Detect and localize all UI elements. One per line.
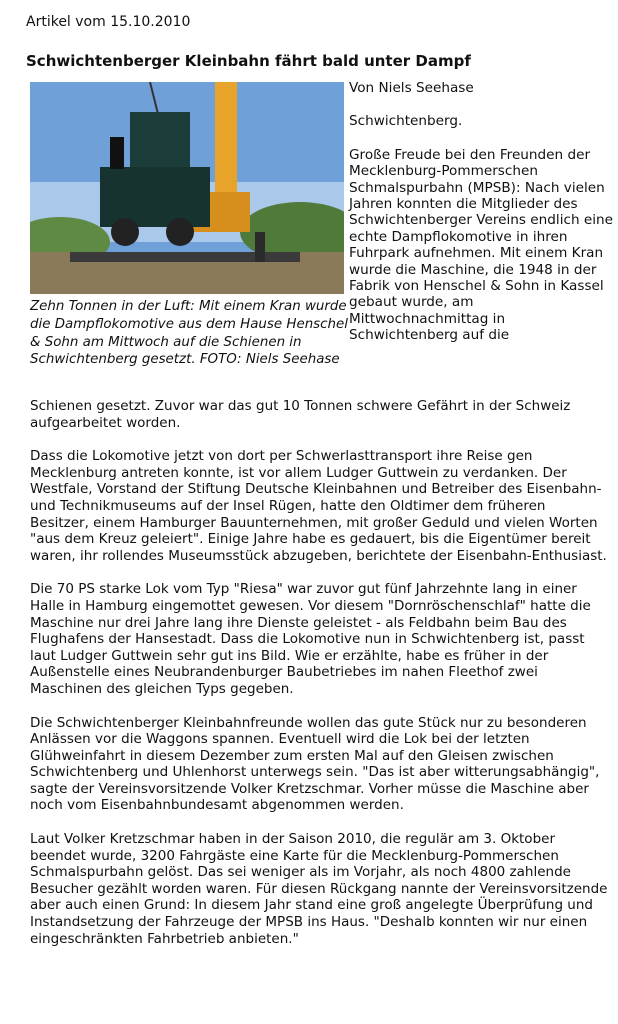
body-paragraph: Dass die Lokomotive jetzt von dort per Schwerlasttransport ihre Reise gen Mecklenburg antreten konnte, ist vor allem Ludger Guttwein zu verdanken. Der Westfale, Vorstand der Stiftung Deutsche Kleinbahnen und Betreiber des Eisenbahn- und Technikmuseums auf der Insel Rügen, hatte den Oldtimer dem früheren Besitzer, einem Hamburger Bauunternehmen, mit großer Geduld und vielen Worten "aus dem Kreuz geleiert". Einige Jahre habe es gedauert, bis die Eigentümer bereit waren, ihr rollendes Museumsstück abzugeben, berichtete der Eisenbahn-Enthusiast. [30,448,607,564]
article-lead-paragraph: Große Freude bei den Freunden der Mecklenburg-Pommerschen Schmalspurbahn (MPSB): Nach vielen Jahren konnten die Mitglieder des Schwichtenberger Vereins endlich eine echte Dampflokomotive in ihren Fuhrpark aufnehmen. Mit einem Kran wurde die Maschine, die 1948 in der Fabrik von Henschel & Sohn in Kassel gebaut wurde, am Mittwochnachmittag in Schwichtenberg auf die [349,146,614,344]
article-dateline: Artikel vom 15.10.2010 [26,14,191,30]
article-place: Schwichtenberg. [349,113,463,130]
body-paragraph: Die 70 PS starke Lok vom Typ "Riesa" war zuvor gut fünf Jahrzehnte lang in einer Halle in Hamburg eingemottet gewesen. Vor diesem "Dornröschenschlaf" hatte die Maschine nur drei Jahre lang ihre Dienste geleistet - als Feldbahn beim Bau des Flughafens der Hansestadt. Dass die Lokomotive nun in Schwichtenberg ist, passt laut Ludger Guttwein sehr gut ins Bild. Wie er erzählte, habe es früher in der Außenstelle eines Neubrandenburger Baubetriebes im nahen Fleethof zwei Maschinen des gleichen Typs gegeben. [30,581,591,697]
photo-person [255,232,265,262]
article-photo [30,82,344,294]
photo-wheel-left [111,218,139,246]
article-body [30,398,608,964]
body-paragraph: Die Schwichtenberger Kleinbahnfreunde wollen das gute Stück nur zu besonderen Anlässen vor die Waggons spannen. Eventuell wird die Lok bei der letzten Glühweinfahrt in diesem Dezember zum ersten Mal auf den Gleisen zwischen Schwichtenberg und Uhlenhorst unterwegs sein. "Das ist aber witterungsabhängig", sagte der Vereinsvorsitzende Volker Kretzschmar. Vorher müsse die Maschine aber noch vom Eisenbahnbundesamt abgenommen werden. [30,714,600,814]
locomotive-crane-photo [30,82,344,294]
photo-wheel-right [166,218,194,246]
photo-caption: Zehn Tonnen in der Luft: Mit einem Kran wurde die Dampflokomotive aus dem Hause Henschel & Sohn am Mittwoch auf die Schienen in Schwichtenberg gesetzt. FOTO: Niels Seehase [30,299,348,368]
article-byline: Von Niels Seehase [349,80,474,96]
photo-locomotive-boiler [100,167,210,227]
body-paragraph: Schienen gesetzt. Zuvor war das gut 10 Tonnen schwere Gefährt in der Schweiz aufgearbeitet worden. [30,398,571,431]
article-headline: Schwichtenberger Kleinbahn fährt bald unter Dampf [26,52,471,70]
photo-crane-arm [215,82,237,202]
body-paragraph: Laut Volker Kretzschmar haben in der Saison 2010, die regulär am 3. Oktober beendet wurde, 3200 Fahrgäste eine Karte für die Mecklenburg-Pommerschen Schmalspurbahn gelöst. Das sei weniger als im Vorjahr, als noch 4800 zahlende Besucher gezählt worden waren. Für diesen Rückgang nannte der Vereinsvorsitzende aber auch einen Grund: In diesem Jahr stand eine groß angelegte Überprüfung und Instandsetzung der Fahrzeuge der MPSB ins Haus. "Deshalb konnten wir nur einen eingeschränkten Fahrbetrieb anbieten." [30,831,608,947]
photo-frame-beam [70,252,300,262]
photo-locomotive-chimney [110,137,124,169]
article-side-column [349,80,615,344]
